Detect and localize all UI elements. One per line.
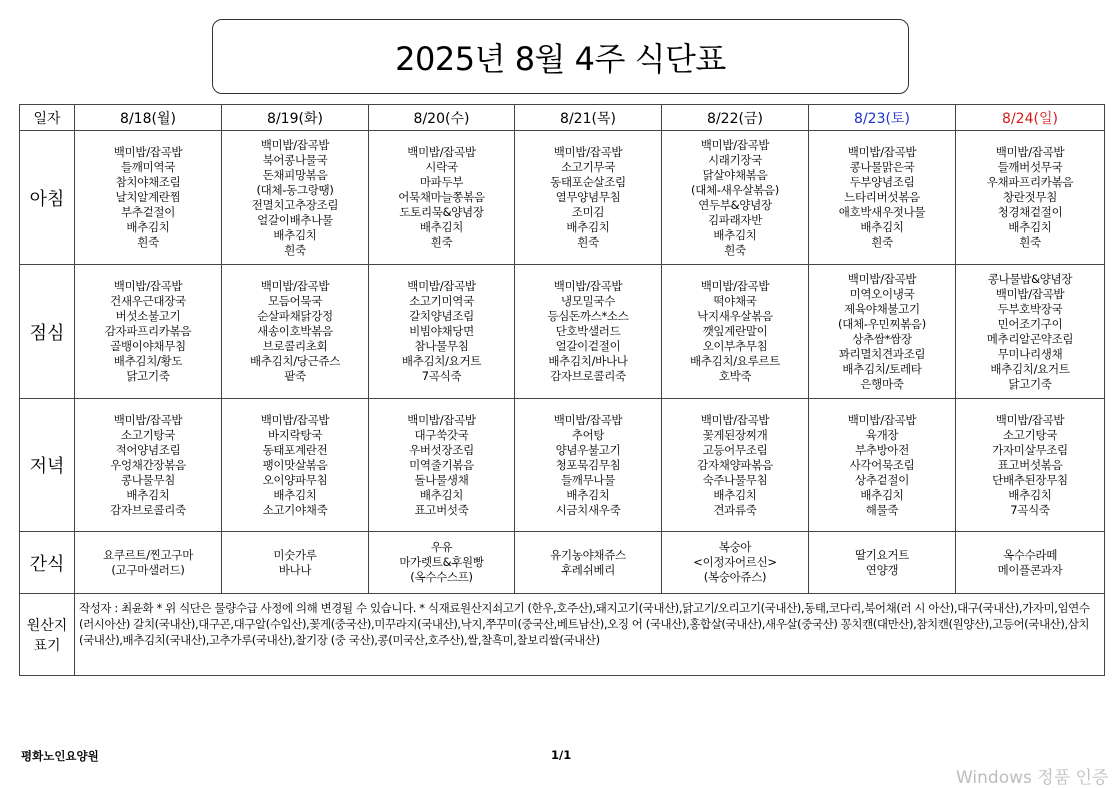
menu-item: 연양갱 [865,562,899,577]
breakfast-row [20,131,1105,265]
menu-item: 골뱅이야채무침 [110,339,186,353]
menu-item: 백미밥/잡곡밥 [995,145,1065,159]
day-header-thu: 8/21(목) [515,105,662,131]
menu-item: 도토리묵&양념장 [399,205,484,219]
menu-item: 청경채겉절이 [997,205,1063,219]
menu-item: 배추김치 [860,487,904,502]
menu-item: 비빔야채당면 [409,324,474,338]
menu-item: 배추김치 [126,220,170,234]
menu-item: 배추김치/요루르트 [689,354,781,368]
menu-item: 제육야채불고기 [844,301,920,316]
date-label: 일자 [20,105,75,131]
menu-item: 조미김 [571,205,605,219]
menu-item: 배추김치/당근쥬스 [249,354,341,368]
menu-item: 두부양념조림 [849,175,915,189]
menu-item: 들깨미역국 [120,160,176,174]
menu-item: 배추김치 [713,487,757,502]
menu-item: 콩나물밥&양념장 [987,271,1073,286]
menu-item: 참치야채조림 [115,175,181,189]
menu-item: 7곡식죽 [1010,502,1050,517]
breakfast-cell-tue [222,131,369,265]
menu-table [19,104,1105,676]
menu-item: 백미밥/잡곡밥 [407,412,476,427]
menu-item: 돌나물생채 [414,472,469,487]
menu-item: 복숭아 [718,540,752,554]
menu-item: 우유 [430,540,453,554]
menu-item: 순살파채닭강정 [257,309,333,323]
menu-item: 꽈리멸치견과조림 [838,346,926,361]
menu-item: 배추김치 [126,487,170,502]
snack-cell-tue [222,532,369,594]
menu-item: 시래기장국 [707,152,763,167]
menu-item: 견과류죽 [713,502,757,517]
menu-item: 갈치양념조림 [409,309,474,323]
menu-item: 사각어묵조림 [849,457,915,472]
menu-item: (대체-우민찌볶음) [838,316,926,331]
menu-item: 표고버섯죽 [414,502,469,517]
menu-item: 후레쉬베리 [560,562,616,577]
menu-item: 가자미살무조림 [992,442,1068,457]
snack-cell-thu [515,532,662,594]
lunch-cell-thu [515,265,662,399]
menu-item: 깻잎계란말이 [702,324,768,338]
menu-item: 들깨무나물 [560,472,616,487]
menu-item: 참나물무침 [414,339,469,353]
menu-item: 백미밥/잡곡밥 [700,412,770,427]
menu-item: 콩나물맑은국 [849,160,915,174]
menu-item: 마파두부 [419,175,464,189]
menu-item: (대체-새우살볶음) [691,182,779,197]
snack-cell-wed [369,532,515,594]
snack-cell-fri [662,532,809,594]
menu-item: 팽이맛살볶음 [262,457,328,472]
menu-item: 민어조기구이 [997,316,1063,331]
menu-item: 미역오이냉국 [849,286,915,301]
menu-item: 배추김치/요거트 [990,361,1070,376]
menu-item: 브로콜리초회 [262,339,328,353]
menu-item: 흰죽 [1019,235,1041,249]
menu-item: 상추쌈*쌈장 [852,331,912,346]
dinner-cell-tue [222,399,369,532]
menu-item: 돈채피망볶음 [262,167,328,182]
menu-item: 팥죽 [284,369,306,383]
dinner-cell-thu [515,399,662,532]
snack-cell-sun [956,532,1105,594]
menu-item: 흰죽 [724,242,746,257]
menu-item: 백미밥/잡곡밥 [700,137,770,152]
dinner-cell-mon [75,399,222,532]
meal-label-breakfast: 아침 [20,131,75,265]
menu-item: 바지락탕국 [267,427,323,442]
menu-item: 배추김치 [273,487,317,502]
menu-item: 감자채양파볶음 [697,457,773,472]
breakfast-cell-sun [956,131,1105,265]
menu-item: 우버섯장조림 [409,442,474,457]
origin-text: 작성자 : 최윤화 * 위 식단은 물량수급 사정에 의해 변경될 수 있습니다. * 식재료원산지쇠고기 (한우,호주산),돼지고기(국내산),닭고기/오리고기(국내산),동태,코다리,북어채(러 시 아산),대구(국내산),가자미,임연수(러시아산) 갈치(국내산),대구곤,대구알(수입산),꽃게(중국산),미꾸라지(국내산),낙지,쭈꾸미(중국산,베트남산),오징 어 (국내산),홍합살(국내산),새우살(중국산) 꽁치캔(대만산),참치캔(원양산),고등어(국내산),삼치(국내산),배추김치(국내산),고추가루(국내산),찰기장 (중 국산),콩(미국산,호주산),쌀,찰흑미,찰보리쌀(국내산) [75,594,1105,676]
origin-row [20,594,1105,676]
menu-item: 백미밥/잡곡밥 [995,412,1065,427]
menu-item: 백미밥/잡곡밥 [113,279,183,293]
menu-item: 흰죽 [430,235,453,249]
menu-item: 메이플콘과자 [997,562,1063,577]
menu-item: 백미밥/잡곡밥 [700,279,770,293]
menu-item: 배추김치 [1008,220,1052,234]
day-header-sat: 8/23(토) [809,105,956,131]
menu-item: 우엉채간장볶음 [110,457,186,472]
lunch-cell-sat [809,265,956,399]
menu-item: 백미밥/잡곡밥 [113,412,183,427]
menu-item: 단호박샐러드 [555,324,621,338]
menu-item: 딸기요거트 [854,547,910,562]
breakfast-cell-thu [515,131,662,265]
menu-item: 동태포순살조림 [550,175,626,189]
menu-item: 오이부추무침 [702,339,768,353]
menu-item: 바나나 [278,562,312,577]
menu-item: 얼갈이겉절이 [555,339,621,353]
menu-item: 백미밥/잡곡밥 [553,412,623,427]
menu-item: 감자브로콜리죽 [110,502,186,517]
menu-item: 모듬어묵국 [267,294,323,308]
origin-label: 원산지 표기 [20,594,75,676]
header-row [20,105,1105,131]
menu-item: 소고기탕국 [1002,427,1058,442]
menu-item: 고등어무조림 [702,442,768,457]
menu-item: 소고기무국 [560,160,616,174]
menu-item: 냉모밀국수 [560,294,616,308]
breakfast-cell-sat [809,131,956,265]
menu-item: 백미밥/잡곡밥 [407,279,476,293]
menu-item: 단배추된장무침 [992,472,1068,487]
menu-item: 무미나리생채 [997,346,1063,361]
menu-item: 배추김치 [713,227,757,242]
menu-item: 청포묵김무침 [555,457,621,472]
menu-item: 건새우근대장국 [110,294,186,308]
menu-item: 소고기탕국 [120,427,176,442]
meal-label-snack: 간식 [20,532,75,594]
lunch-cell-fri [662,265,809,399]
menu-item: (복숭아쥬스) [703,570,767,584]
snack-row [20,532,1105,594]
menu-item: 배추김치 [273,227,317,242]
menu-item: 은행마죽 [860,376,904,391]
dinner-row [20,399,1105,532]
menu-item: 부추겉절이 [120,205,176,219]
page-number: 1/1 [551,748,572,762]
lunch-cell-sun [956,265,1105,399]
menu-item: 메추리알곤약조림 [986,331,1074,346]
breakfast-cell-fri [662,131,809,265]
day-header-mon: 8/18(월) [75,105,222,131]
menu-item: 미역줄기볶음 [409,457,474,472]
dinner-cell-wed [369,399,515,532]
lunch-cell-tue [222,265,369,399]
menu-item: 북어콩나물국 [262,152,328,167]
menu-item: 배추김치 [1008,487,1052,502]
menu-item: 적어양념조림 [115,442,181,457]
menu-item: 배추김치 [860,220,904,234]
menu-item: 오이양파무침 [262,472,328,487]
menu-item: 배추김치/토레타 [842,361,922,376]
dinner-cell-sun [956,399,1105,532]
menu-item: 창란젓무침 [1002,190,1058,204]
menu-item: 우채파프리카볶음 [986,175,1074,189]
menu-item: 추어탕 [571,427,605,442]
menu-item: 백미밥/잡곡밥 [113,145,183,159]
menu-item: 소고기야채죽 [262,502,328,517]
menu-item: 백미밥/잡곡밥 [260,279,330,293]
menu-item: 배추김치/바나나 [548,354,628,368]
menu-item: 연두부&양념장 [698,197,772,212]
menu-item: 열무양념무침 [555,190,621,204]
menu-item: 꽃게된장찌개 [702,427,768,442]
menu-item: 김파래자반 [707,212,763,227]
menu-item: 낙지새우살볶음 [697,309,773,323]
menu-item: 상추겉절이 [854,472,910,487]
day-header-tue: 8/19(화) [222,105,369,131]
menu-item: 백미밥/잡곡밥 [260,137,330,152]
menu-item: 백미밥/잡곡밥 [553,145,623,159]
menu-item: 두부호박장국 [997,301,1063,316]
menu-item: 숙주나물무침 [702,472,768,487]
menu-item: 흰죽 [871,235,893,249]
menu-item: 양념우불고기 [555,442,621,457]
menu-item: 전멸치고추장조림 [251,197,339,212]
menu-item: <이정자어르신> [693,555,777,569]
menu-item: 소고기미역국 [409,294,474,308]
menu-item: 육개장 [865,427,899,442]
menu-item: 요쿠르트/찐고구마 [102,547,194,562]
lunch-cell-mon [75,265,222,399]
menu-item: 감자브로콜리죽 [550,369,626,383]
menu-item: 옥수수라떼 [1002,547,1058,562]
menu-item: 백미밥/잡곡밥 [847,145,917,159]
lunch-row [20,265,1105,399]
page-title: 2025년 8월 4주 식단표 [395,39,726,78]
menu-item: 배추김치 [566,220,610,234]
day-header-wed: 8/20(수) [369,105,515,131]
menu-item: 7곡식죽 [421,369,462,383]
breakfast-cell-wed [369,131,515,265]
menu-item: 흰죽 [137,235,159,249]
menu-item: 동태포계란전 [262,442,328,457]
menu-item: 배추김치/황도 [113,354,183,368]
menu-item: 콩나물무침 [120,472,176,487]
menu-item: 감자파프리카볶음 [104,324,192,338]
meal-label-dinner: 저녁 [20,399,75,532]
menu-item: 들깨버섯무국 [997,160,1063,174]
menu-item: 시금치새우죽 [555,502,621,517]
menu-item: 백미밥/잡곡밥 [847,271,917,286]
meal-label-lunch: 점심 [20,265,75,399]
menu-item: (대체-동그랑땡) [256,182,334,197]
dinner-cell-sat [809,399,956,532]
menu-item: 마가렛트&후원빵 [399,555,484,569]
menu-item: 백미밥/잡곡밥 [260,412,330,427]
menu-item: 새송이호박볶음 [257,324,333,338]
lunch-cell-wed [369,265,515,399]
organization-name: 평화노인요양원 [21,749,99,763]
menu-item: 흰죽 [577,235,599,249]
snack-cell-mon [75,532,222,594]
menu-item: 백미밥/잡곡밥 [847,412,917,427]
menu-item: 백미밥/잡곡밥 [407,145,476,159]
dinner-cell-fri [662,399,809,532]
snack-cell-sat [809,532,956,594]
menu-item: 배추김치 [419,487,464,502]
title-box [212,19,909,94]
menu-item: 배추김치 [419,220,464,234]
menu-item: (옥수수스프) [410,570,473,584]
breakfast-cell-mon [75,131,222,265]
menu-item: 버섯소불고기 [115,309,181,323]
menu-item: 백미밥/잡곡밥 [995,286,1065,301]
menu-item: 배추김치 [566,487,610,502]
menu-item: 떡야채국 [713,294,757,308]
menu-item: 유기농야채쥬스 [550,547,626,562]
menu-item: 흰죽 [284,242,306,257]
menu-item: 대구쑥갓국 [414,427,469,442]
menu-item: 어묵채마늘쫑볶음 [398,190,485,204]
menu-item: 닭고기죽 [126,369,170,383]
menu-item: 시락국 [425,160,458,174]
menu-item: 얼갈이배추나물 [257,212,333,227]
menu-item: 날치알계란찜 [115,190,181,204]
menu-item: 닭살야채볶음 [702,167,768,182]
menu-item: 백미밥/잡곡밥 [553,279,623,293]
menu-item: 애호박새우젓나물 [838,205,926,219]
day-header-fri: 8/22(금) [662,105,809,131]
day-header-sun: 8/24(일) [956,105,1105,131]
menu-item: 배추김치/요거트 [401,354,482,368]
menu-item: 해물죽 [865,502,899,517]
windows-activation-watermark: Windows 정품 인증 [956,768,1109,788]
menu-item: 호박죽 [718,369,752,383]
menu-item: 등심돈까스*소스 [547,309,629,323]
menu-item: (고구마샐러드) [111,562,185,577]
menu-item: 닭고기죽 [1008,376,1052,391]
menu-item: 부추방아전 [854,442,910,457]
menu-item: 느타리버섯볶음 [844,190,920,204]
menu-item: 표고버섯볶음 [997,457,1063,472]
menu-item: 미숫가루 [273,547,317,562]
